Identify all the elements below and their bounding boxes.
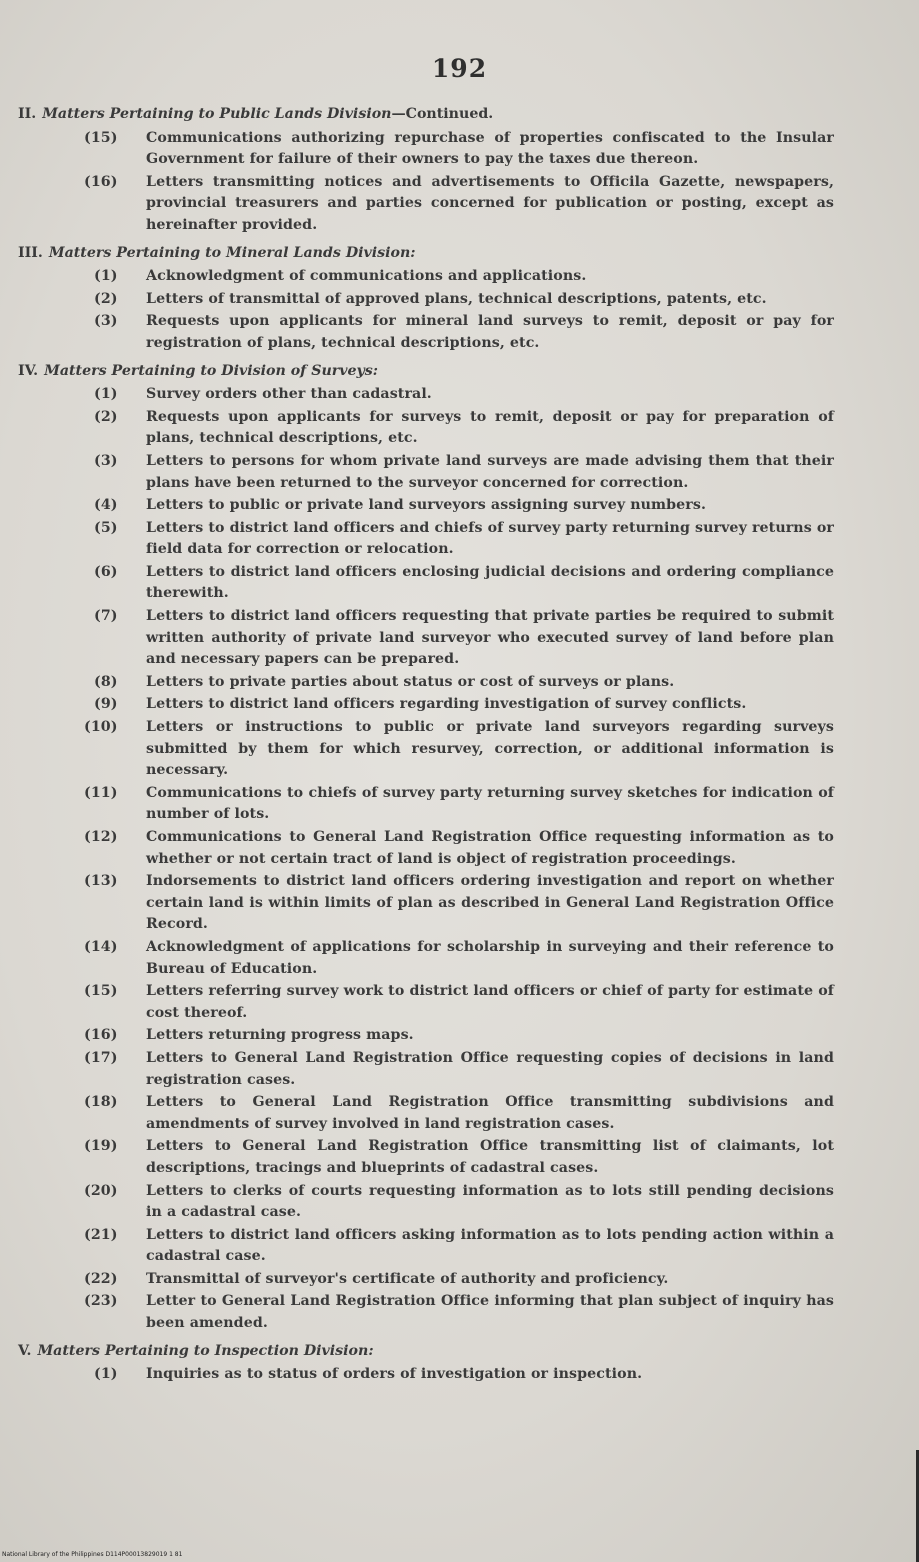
item-text: Letter to General Land Registration Office informing that plan subject of inquiry has been amended. (146, 1293, 834, 1332)
list-item (14, 606, 834, 671)
list-item (14, 717, 834, 782)
section-item-list (14, 266, 834, 354)
item-text: Transmittal of surveyor's certificate of authority and proficiency. (146, 1270, 669, 1287)
item-number: (22) (84, 1270, 118, 1287)
item-text: Communications to General Land Registration Office requesting information as to whether or not certain tract of land is object of registration proceedings. (146, 829, 834, 867)
item-text: Letters to clerks of courts requesting information as to lots still pending decisions in a cadastral case. (146, 1182, 834, 1221)
list-item (14, 1025, 834, 1047)
list-item (14, 495, 834, 517)
item-number: (16) (84, 1027, 118, 1044)
list-item (14, 871, 834, 936)
item-number: (18) (84, 1094, 118, 1111)
item-number: (23) (84, 1293, 118, 1310)
item-number: (3) (94, 313, 118, 330)
list-item (14, 289, 834, 311)
list-item (14, 1181, 834, 1224)
item-number: (1) (94, 268, 118, 285)
section-title: Matters Pertaining to Mineral Lands Division: (48, 244, 416, 261)
item-number: (1) (94, 1366, 118, 1383)
section-number: V. (18, 1342, 32, 1359)
item-number: (9) (94, 696, 118, 713)
item-number: (10) (84, 719, 118, 736)
item-number: (5) (94, 519, 118, 536)
section-number: IV. (18, 362, 39, 379)
item-number: (17) (84, 1049, 118, 1066)
list-item (14, 783, 834, 826)
list-item (14, 518, 834, 561)
list-item (14, 1269, 834, 1291)
item-text: Letters to district land officers enclosing judicial decisions and ordering compliance therewith. (146, 563, 834, 602)
item-text: Letters to General Land Registration Office transmitting subdivisions and amendments of survey involved in land registration cases. (146, 1094, 834, 1132)
list-item (14, 1136, 834, 1179)
item-number: (15) (84, 129, 118, 146)
section-heading (14, 104, 834, 126)
item-number: (7) (94, 608, 118, 625)
item-text: Letters referring survey work to district land officers or chief of party for estimate of cost thereof. (146, 983, 834, 1021)
item-text: Letters to private parties about status or cost of surveys or plans. (146, 673, 675, 690)
list-item (14, 694, 834, 716)
section-title: Matters Pertaining to Public Lands Division (42, 106, 392, 122)
section-number: II. (18, 106, 37, 122)
item-text: Letters to district land officers and chiefs of survey party returning survey returns or field data for correction or relocation. (146, 519, 834, 558)
item-text: Survey orders other than cadastral. (146, 386, 432, 403)
section-item-list (14, 1364, 834, 1386)
item-text: Letters to district land officers requesting that private parties be required to submit written authority of private land surveyor who executed survey of land before plan and necessary papers can be prepared. (146, 608, 834, 668)
list-item (14, 827, 834, 870)
item-number: (4) (94, 497, 118, 514)
list-item (14, 1092, 834, 1135)
list-item (14, 1364, 834, 1386)
list-item (14, 1048, 834, 1091)
list-item (14, 937, 834, 980)
item-text: Letters to General Land Registration Office requesting copies of decisions in land registration cases. (146, 1049, 834, 1088)
item-text: Letters transmitting notices and advertisements to Officila Gazette, newspapers, provincial treasurers and parties concerned for publication or posting, except as hereinafter provided. (146, 173, 834, 233)
section-heading (14, 1341, 834, 1363)
item-text: Letters to district land officers regarding investigation of survey conflicts. (146, 696, 747, 713)
item-text: Communications to chiefs of survey party returning survey sketches for indication of number of lots. (146, 784, 834, 823)
item-number: (3) (94, 452, 118, 469)
section-item-list (14, 384, 834, 1335)
section-continued-label: —Continued. (391, 106, 494, 122)
item-text: Acknowledgment of communications and applications. (146, 268, 587, 285)
list-item (14, 1291, 834, 1334)
list-item (14, 451, 834, 494)
section-heading (14, 361, 834, 383)
item-text: Letters to public or private land surveyors assigning survey numbers. (146, 497, 707, 514)
list-item (14, 384, 834, 406)
item-text: Indorsements to district land officers ordering investigation and report on whether certain land is within limits of plan as described in General Land Registration Office Record. (146, 873, 834, 933)
list-item (14, 128, 834, 171)
item-number: (8) (94, 673, 118, 690)
item-number: (11) (84, 784, 118, 801)
list-item (14, 407, 834, 450)
item-number: (21) (84, 1226, 118, 1243)
item-text: Letters or instructions to public or private land surveyors regarding surveys submitted by them for which resurvey, correction, or additional information is necessary. (146, 719, 834, 779)
item-number: (1) (94, 386, 118, 403)
list-item (14, 981, 834, 1024)
section-title: Matters Pertaining to Inspection Division: (37, 1342, 374, 1359)
item-text: Letters of transmittal of approved plans, technical descriptions, patents, etc. (146, 290, 767, 307)
item-text: Letters to General Land Registration Office transmitting list of claimants, lot descriptions, tracings and blueprints of cadastral cases. (146, 1138, 834, 1176)
item-number: (6) (94, 563, 118, 580)
list-item (14, 672, 834, 694)
item-text: Communications authorizing repurchase of properties confiscated to the Insular Government for failure of their owners to pay the taxes due thereon. (146, 129, 834, 168)
list-item (14, 266, 834, 288)
item-text: Requests upon applicants for mineral land surveys to remit, deposit or pay for registration of plans, technical descriptions, etc. (146, 313, 834, 351)
item-number: (12) (84, 829, 118, 845)
document-body (14, 104, 834, 1392)
item-number: (19) (84, 1138, 118, 1155)
list-item (14, 562, 834, 605)
item-text: Requests upon applicants for surveys to remit, deposit or pay for preparation of plans, technical descriptions, etc. (146, 408, 834, 447)
item-number: (14) (84, 938, 118, 955)
item-number: (2) (94, 408, 118, 425)
item-number: (13) (84, 873, 118, 890)
item-number: (15) (84, 983, 118, 1000)
item-number: (16) (84, 173, 118, 190)
item-text: Acknowledgment of applications for scholarship in surveying and their reference to Bureau of Education. (146, 938, 834, 977)
item-text: Letters returning progress maps. (146, 1027, 414, 1044)
section-heading (14, 243, 834, 265)
list-item (14, 1225, 834, 1268)
list-item (14, 172, 834, 237)
section-title: Matters Pertaining to Division of Surveys: (44, 362, 379, 379)
footer-credit: National Library of the Philippines D114P00013829019 1 81 (2, 1551, 183, 1558)
section-number: III. (18, 244, 43, 261)
item-number: (20) (84, 1182, 118, 1199)
item-text: Inquiries as to status of orders of investigation or inspection. (146, 1366, 643, 1383)
item-text: Letters to district land officers asking information as to lots pending action within a cadastral case. (146, 1226, 834, 1265)
list-item (14, 311, 834, 354)
item-number: (2) (94, 290, 118, 307)
item-text: Letters to persons for whom private land surveys are made advising them that their plans have been returned to the surveyor concerned for correction. (146, 452, 834, 491)
page-number: 192 (431, 54, 488, 83)
section-item-list (14, 128, 834, 237)
